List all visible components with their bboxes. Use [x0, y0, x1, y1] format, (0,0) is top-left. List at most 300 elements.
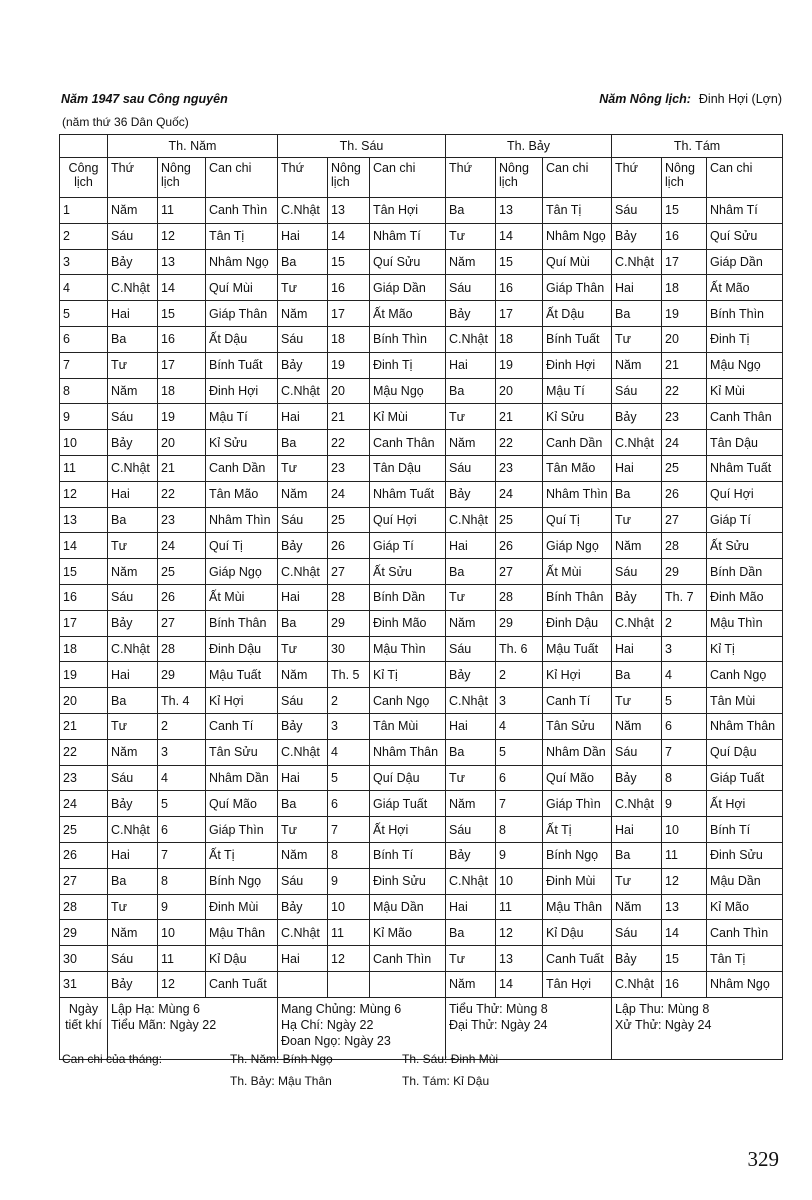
can-chi-cell: Bính Tí: [707, 817, 783, 843]
can-chi-cell: Quí Dậu: [707, 739, 783, 765]
lunar-date-cell: 12: [662, 868, 707, 894]
lunar-date-cell: 26: [158, 584, 206, 610]
table-row: [60, 481, 783, 507]
table-row: [60, 713, 783, 739]
weekday-cell: Năm: [612, 533, 662, 559]
can-chi-cell: Tân Hợi: [370, 198, 446, 224]
weekday-cell: Bảy: [446, 842, 496, 868]
gregorian-day-cell: 14: [60, 533, 108, 559]
can-chi-cell: Tân Dậu: [707, 430, 783, 456]
weekday-header: Thứ: [108, 158, 158, 198]
gregorian-day-cell: 29: [60, 920, 108, 946]
weekday-cell: C.Nhật: [278, 920, 328, 946]
weekday-cell: Bảy: [612, 223, 662, 249]
lunar-date-cell: 10: [496, 868, 543, 894]
lunar-date-cell: 13: [328, 198, 370, 224]
weekday-cell: Sáu: [612, 920, 662, 946]
lunar-date-cell: 24: [662, 430, 707, 456]
lunar-date-header: Nông lịch: [496, 158, 543, 198]
can-chi-cell: Tân Tị: [206, 223, 278, 249]
lunar-date-cell: 24: [158, 533, 206, 559]
table-row: [60, 275, 783, 301]
table-row: [60, 946, 783, 972]
lunar-date-cell: 11: [158, 946, 206, 972]
month-can-chi: Th. Tám: Kỉ Dậu: [402, 1074, 490, 1088]
lunar-date-cell: 15: [662, 198, 707, 224]
weekday-cell: Năm: [446, 791, 496, 817]
can-chi-cell: Mậu Thân: [543, 894, 612, 920]
can-chi-cell: Bính Tí: [370, 842, 446, 868]
weekday-cell: Bảy: [278, 352, 328, 378]
gregorian-day-cell: 12: [60, 481, 108, 507]
can-chi-cell: Kỉ Sửu: [543, 404, 612, 430]
can-chi-cell: Mậu Tí: [206, 404, 278, 430]
weekday-cell: C.Nhật: [108, 636, 158, 662]
can-chi-cell: Canh Thân: [707, 404, 783, 430]
weekday-cell: Ba: [108, 507, 158, 533]
weekday-cell: Tư: [108, 533, 158, 559]
weekday-cell: C.Nhật: [446, 326, 496, 352]
weekday-cell: Hai: [278, 404, 328, 430]
can-chi-cell: Mậu Tuất: [543, 636, 612, 662]
table-row: [60, 739, 783, 765]
weekday-cell: C.Nhật: [278, 378, 328, 404]
lunar-date-cell: 14: [662, 920, 707, 946]
lunar-date-cell: 23: [496, 455, 543, 481]
can-chi-cell: Giáp Tuất: [707, 765, 783, 791]
lunar-date-cell: 27: [662, 507, 707, 533]
gregorian-day-cell: 23: [60, 765, 108, 791]
table-row: [60, 662, 783, 688]
weekday-cell: Tư: [446, 223, 496, 249]
can-chi-cell: Mậu Thìn: [370, 636, 446, 662]
can-chi-cell: Nhâm Thân: [370, 739, 446, 765]
header-lunar-year: [599, 92, 782, 106]
lunar-date-cell: 21: [158, 455, 206, 481]
can-chi-cell: Quí Mão: [206, 791, 278, 817]
lunar-date-cell: 20: [662, 326, 707, 352]
weekday-header: Thứ: [278, 158, 328, 198]
table-row: [60, 326, 783, 352]
weekday-cell: Hai: [612, 275, 662, 301]
lunar-date-cell: 3: [662, 636, 707, 662]
weekday-cell: Ba: [446, 920, 496, 946]
lunar-date-cell: 12: [158, 223, 206, 249]
weekday-cell: Tư: [612, 326, 662, 352]
weekday-cell: Hai: [108, 662, 158, 688]
table-row: [60, 868, 783, 894]
can-chi-cell: Kỉ Dậu: [543, 920, 612, 946]
can-chi-cell: Canh Ngọ: [707, 662, 783, 688]
can-chi-header: Can chi: [206, 158, 278, 198]
can-chi-cell: Giáp Thân: [543, 275, 612, 301]
weekday-cell: Sáu: [278, 688, 328, 714]
table-row: [60, 533, 783, 559]
weekday-cell: Năm: [446, 610, 496, 636]
weekday-cell: Bảy: [612, 946, 662, 972]
can-chi-cell: Nhâm Tuất: [370, 481, 446, 507]
weekday-cell: Tư: [612, 688, 662, 714]
can-chi-cell: Quí Hợi: [370, 507, 446, 533]
lunar-date-cell: 25: [662, 455, 707, 481]
table-row: [60, 352, 783, 378]
lunar-date-cell: 18: [496, 326, 543, 352]
solar-term: Tiểu Mãn: Ngày 22: [111, 1017, 217, 1032]
weekday-cell: Ba: [612, 662, 662, 688]
month-header: Th. Sáu: [278, 135, 446, 158]
weekday-cell: Năm: [278, 662, 328, 688]
lunar-date-cell: 3: [158, 739, 206, 765]
weekday-cell: Năm: [108, 739, 158, 765]
table-row: [60, 765, 783, 791]
lunar-date-cell: 14: [328, 223, 370, 249]
can-chi-cell: Đinh Tị: [370, 352, 446, 378]
can-chi-cell: Bính Thân: [543, 584, 612, 610]
table-row: [60, 430, 783, 456]
table-row: [60, 791, 783, 817]
can-chi-cell: Kỉ Sửu: [206, 430, 278, 456]
lunar-date-cell: 27: [158, 610, 206, 636]
weekday-cell: Ba: [446, 739, 496, 765]
lunar-date-cell: 6: [662, 713, 707, 739]
lunar-date-cell: 5: [662, 688, 707, 714]
can-chi-cell: Ất Mùi: [206, 584, 278, 610]
weekday-cell: Hai: [278, 946, 328, 972]
can-chi-cell: Nhâm Ngọ: [206, 249, 278, 275]
gregorian-day-cell: 27: [60, 868, 108, 894]
solar-term: Mang Chủng: Mùng 6: [281, 1001, 402, 1016]
weekday-cell: Ba: [108, 326, 158, 352]
weekday-cell: Sáu: [612, 378, 662, 404]
can-chi-cell: [370, 971, 446, 997]
weekday-cell: Năm: [108, 378, 158, 404]
gregorian-day-cell: 26: [60, 842, 108, 868]
weekday-cell: Hai: [108, 481, 158, 507]
weekday-cell: Sáu: [612, 198, 662, 224]
table-row: [60, 971, 783, 997]
solar-terms-cell: [108, 997, 278, 1059]
can-chi-cell: Canh Ngọ: [370, 688, 446, 714]
lunar-date-cell: 9: [328, 868, 370, 894]
can-chi-cell: Bính Thân: [206, 610, 278, 636]
can-chi-cell: Nhâm Thìn: [543, 481, 612, 507]
can-chi-cell: Giáp Tí: [707, 507, 783, 533]
table-row: [60, 894, 783, 920]
table-row: [60, 378, 783, 404]
weekday-cell: Hai: [612, 636, 662, 662]
weekday-cell: Bảy: [446, 481, 496, 507]
lunar-date-cell: Th. 4: [158, 688, 206, 714]
lunar-date-cell: 2: [158, 713, 206, 739]
gregorian-day-cell: 28: [60, 894, 108, 920]
can-chi-cell: Tân Dậu: [370, 455, 446, 481]
lunar-date-cell: 13: [158, 249, 206, 275]
weekday-cell: Năm: [612, 352, 662, 378]
weekday-cell: Hai: [108, 842, 158, 868]
lunar-date-cell: 8: [158, 868, 206, 894]
can-chi-header: Can chi: [370, 158, 446, 198]
lunar-date-cell: 8: [328, 842, 370, 868]
weekday-cell: Tư: [612, 868, 662, 894]
weekday-cell: Bảy: [446, 301, 496, 327]
can-chi-cell: Mậu Ngọ: [370, 378, 446, 404]
weekday-cell: Tư: [446, 765, 496, 791]
can-chi-cell: Bính Thìn: [370, 326, 446, 352]
weekday-cell: Bảy: [278, 533, 328, 559]
weekday-cell: Sáu: [278, 868, 328, 894]
weekday-cell: Sáu: [108, 765, 158, 791]
gregorian-day-cell: 18: [60, 636, 108, 662]
can-chi-cell: Kỉ Mùi: [370, 404, 446, 430]
lunar-date-cell: 14: [496, 971, 543, 997]
header-lunar-value: Đinh Hợi (Lợn): [698, 92, 782, 106]
can-chi-cell: Bính Tuất: [206, 352, 278, 378]
column-header-row: [60, 158, 783, 198]
lunar-date-cell: 19: [496, 352, 543, 378]
weekday-cell: Tư: [108, 894, 158, 920]
can-chi-cell: Mậu Thìn: [707, 610, 783, 636]
gregorian-day-cell: 24: [60, 791, 108, 817]
solar-term: Đoan Ngọ: Ngày 23: [281, 1033, 391, 1048]
lunar-date-cell: 23: [328, 455, 370, 481]
gregorian-day-cell: 2: [60, 223, 108, 249]
weekday-cell: Bảy: [108, 430, 158, 456]
can-chi-cell: Kỉ Hợi: [543, 662, 612, 688]
lunar-date-cell: 24: [496, 481, 543, 507]
weekday-cell: Năm: [612, 894, 662, 920]
gregorian-day-cell: 16: [60, 584, 108, 610]
weekday-cell: Bảy: [108, 249, 158, 275]
lunar-date-cell: 16: [496, 275, 543, 301]
can-chi-cell: Quí Sửu: [707, 223, 783, 249]
lunar-date-cell: 25: [496, 507, 543, 533]
can-chi-cell: Tân Tị: [707, 946, 783, 972]
can-chi-cell: Giáp Tí: [370, 533, 446, 559]
lunar-date-cell: Th. 5: [328, 662, 370, 688]
lunar-date-cell: 23: [662, 404, 707, 430]
gregorian-day-cell: 5: [60, 301, 108, 327]
weekday-cell: Tư: [278, 455, 328, 481]
weekday-cell: Năm: [278, 481, 328, 507]
solar-terms-row: [60, 997, 783, 1059]
weekday-cell: Ba: [108, 688, 158, 714]
weekday-cell: Hai: [446, 713, 496, 739]
can-chi-cell: Quí Mùi: [206, 275, 278, 301]
can-chi-cell: Bính Thìn: [707, 301, 783, 327]
lunar-date-cell: 29: [496, 610, 543, 636]
solar-term: Tiểu Thử: Mùng 8: [449, 1001, 548, 1016]
lunar-date-cell: 4: [158, 765, 206, 791]
lunar-date-cell: 28: [328, 584, 370, 610]
weekday-cell: Sáu: [278, 507, 328, 533]
lunar-date-cell: 3: [328, 713, 370, 739]
can-chi-cell: Đinh Dậu: [543, 610, 612, 636]
weekday-cell: C.Nhật: [446, 688, 496, 714]
can-chi-cell: Giáp Dần: [707, 249, 783, 275]
can-chi-cell: Ất Sửu: [707, 533, 783, 559]
can-chi-cell: Giáp Ngọ: [543, 533, 612, 559]
table-row: [60, 584, 783, 610]
lunar-date-cell: 9: [662, 791, 707, 817]
lunar-date-cell: 19: [158, 404, 206, 430]
weekday-cell: Hai: [446, 352, 496, 378]
can-chi-cell: Tân Tị: [543, 198, 612, 224]
can-chi-cell: Canh Tuất: [543, 946, 612, 972]
gregorian-day-cell: 15: [60, 559, 108, 585]
lunar-date-cell: 5: [496, 739, 543, 765]
can-chi-cell: Giáp Thân: [206, 301, 278, 327]
can-chi-cell: Ất Hợi: [707, 791, 783, 817]
can-chi-cell: Ất Hợi: [370, 817, 446, 843]
can-chi-cell: Canh Thân: [370, 430, 446, 456]
can-chi-cell: Đinh Hợi: [543, 352, 612, 378]
lunar-date-cell: 11: [496, 894, 543, 920]
lunar-date-cell: 20: [158, 430, 206, 456]
month-header: Th. Năm: [108, 135, 278, 158]
table-row: [60, 920, 783, 946]
lunar-date-cell: 21: [496, 404, 543, 430]
lunar-date-cell: 25: [158, 559, 206, 585]
weekday-cell: Sáu: [446, 275, 496, 301]
can-chi-cell: Canh Thìn: [370, 946, 446, 972]
weekday-cell: Bảy: [278, 894, 328, 920]
month-header: Th. Bảy: [446, 135, 612, 158]
month-can-chi: Th. Sáu: Đinh Mùi: [402, 1052, 499, 1066]
weekday-cell: C.Nhật: [446, 868, 496, 894]
weekday-cell: Bảy: [108, 791, 158, 817]
gregorian-day-cell: 21: [60, 713, 108, 739]
lunar-date-cell: 21: [328, 404, 370, 430]
weekday-cell: Năm: [108, 920, 158, 946]
weekday-cell: Năm: [278, 842, 328, 868]
table-row: [60, 688, 783, 714]
gregorian-day-cell: 17: [60, 610, 108, 636]
can-chi-cell: Canh Thìn: [707, 920, 783, 946]
gregorian-day-cell: 6: [60, 326, 108, 352]
can-chi-cell: Canh Tí: [543, 688, 612, 714]
can-chi-cell: Nhâm Tí: [370, 223, 446, 249]
can-chi-cell: Nhâm Thân: [707, 713, 783, 739]
solar-term: Xử Thử: Ngày 24: [615, 1017, 712, 1032]
weekday-cell: Hai: [446, 533, 496, 559]
weekday-cell: Ba: [446, 559, 496, 585]
weekday-cell: Tư: [446, 404, 496, 430]
lunar-date-cell: 8: [496, 817, 543, 843]
lunar-date-cell: 29: [328, 610, 370, 636]
can-chi-cell: Nhâm Ngọ: [707, 971, 783, 997]
calendar-table: [59, 134, 783, 1060]
can-chi-cell: Nhâm Thìn: [206, 507, 278, 533]
lunar-date-cell: 15: [328, 249, 370, 275]
weekday-cell: Hai: [278, 765, 328, 791]
lunar-date-cell: 13: [496, 946, 543, 972]
lunar-date-cell: 18: [158, 378, 206, 404]
weekday-cell: Hai: [446, 894, 496, 920]
gregorian-day-cell: 3: [60, 249, 108, 275]
can-chi-cell: Canh Thìn: [206, 198, 278, 224]
lunar-date-cell: 30: [328, 636, 370, 662]
weekday-cell: Hai: [612, 455, 662, 481]
can-chi-cell: Kỉ Mão: [370, 920, 446, 946]
weekday-cell: C.Nhật: [278, 559, 328, 585]
can-chi-header: Can chi: [543, 158, 612, 198]
table-row: [60, 455, 783, 481]
can-chi-cell: Kỉ Mùi: [707, 378, 783, 404]
weekday-header: Thứ: [446, 158, 496, 198]
lunar-date-cell: 4: [328, 739, 370, 765]
can-chi-cell: Canh Tí: [206, 713, 278, 739]
gregorian-day-cell: 19: [60, 662, 108, 688]
can-chi-cell: Ất Tị: [543, 817, 612, 843]
gregorian-day-cell: 10: [60, 430, 108, 456]
lunar-date-cell: 29: [662, 559, 707, 585]
weekday-cell: Ba: [446, 378, 496, 404]
lunar-date-cell: 27: [328, 559, 370, 585]
table-row: [60, 404, 783, 430]
can-chi-cell: Quí Hợi: [707, 481, 783, 507]
weekday-cell: Sáu: [108, 584, 158, 610]
weekday-cell: Ba: [446, 198, 496, 224]
lunar-date-cell: 17: [662, 249, 707, 275]
can-chi-cell: Bính Ngọ: [206, 868, 278, 894]
lunar-date-cell: 22: [328, 430, 370, 456]
can-chi-cell: Quí Tị: [206, 533, 278, 559]
weekday-cell: Sáu: [108, 404, 158, 430]
lunar-date-cell: 15: [158, 301, 206, 327]
lunar-date-cell: 7: [328, 817, 370, 843]
lunar-date-cell: 17: [158, 352, 206, 378]
lunar-date-header: Nông lịch: [328, 158, 370, 198]
can-chi-cell: Canh Dần: [543, 430, 612, 456]
lunar-date-cell: 26: [662, 481, 707, 507]
corner-cell: [60, 135, 108, 158]
table-row: [60, 249, 783, 275]
weekday-cell: Năm: [108, 198, 158, 224]
solar-term: Hạ Chí: Ngày 22: [281, 1017, 374, 1032]
weekday-cell: C.Nhật: [108, 455, 158, 481]
can-chi-cell: Quí Sửu: [370, 249, 446, 275]
month-can-chi: Th. Năm: Bính Ngọ: [230, 1052, 333, 1066]
lunar-date-cell: 5: [328, 765, 370, 791]
weekday-cell: Bảy: [446, 662, 496, 688]
can-chi-cell: Giáp Tuất: [370, 791, 446, 817]
calendar-body: [60, 198, 783, 998]
lunar-date-cell: 11: [662, 842, 707, 868]
lunar-date-cell: 15: [496, 249, 543, 275]
can-chi-cell: Nhâm Dần: [543, 739, 612, 765]
weekday-cell: Sáu: [446, 636, 496, 662]
lunar-date-header: Nông lịch: [158, 158, 206, 198]
header-gregorian-year: Năm 1947 sau Công nguyên: [61, 92, 228, 106]
lunar-date-cell: [328, 971, 370, 997]
lunar-date-cell: 18: [662, 275, 707, 301]
weekday-cell: C.Nhật: [108, 275, 158, 301]
weekday-cell: Tư: [278, 275, 328, 301]
lunar-date-cell: 20: [328, 378, 370, 404]
lunar-date-cell: 10: [158, 920, 206, 946]
lunar-date-cell: 29: [158, 662, 206, 688]
gregorian-day-cell: 7: [60, 352, 108, 378]
solar-terms-cell: [446, 997, 612, 1059]
weekday-cell: Tư: [278, 636, 328, 662]
lunar-date-cell: 12: [158, 971, 206, 997]
gregorian-day-cell: 22: [60, 739, 108, 765]
weekday-cell: Tư: [446, 584, 496, 610]
can-chi-label: Can chi của tháng:: [62, 1052, 163, 1066]
month-header: Th. Tám: [612, 135, 783, 158]
weekday-cell: C.Nhật: [446, 507, 496, 533]
weekday-cell: C.Nhật: [612, 249, 662, 275]
